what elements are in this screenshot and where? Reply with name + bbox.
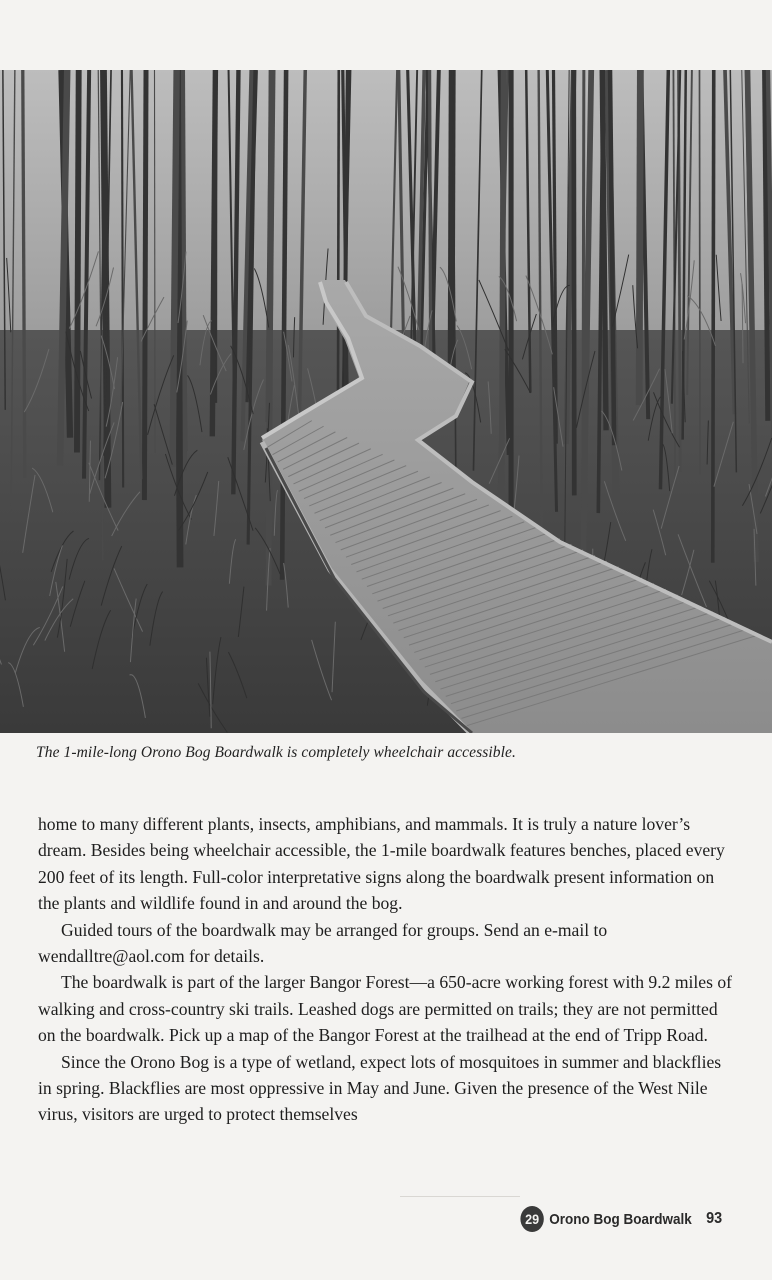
photo-caption: The 1-mile-long Orono Bog Boardwalk is completely wheelchair accessible. xyxy=(36,744,516,761)
forest-boardwalk-illustration xyxy=(0,70,772,733)
paragraph: The boardwalk is part of the larger Bangor Forest—a 650-acre working forest with 9.2 miles of walking and cross-country ski trails. Leashed dogs are permitted on trails; they are not permitted on the boardwalk. Pick up a map of the Bangor Forest at the trailhead at the end of Tripp Road. xyxy=(38,972,732,1046)
footer-divider xyxy=(400,1196,520,1197)
tree-trunk xyxy=(574,70,575,495)
tree-trunk xyxy=(212,70,215,436)
tree-trunk xyxy=(269,70,272,585)
tree-trunk xyxy=(122,70,123,487)
page-footer xyxy=(520,1206,722,1232)
paragraph: home to many different plants, insects, amphibians, and mammals. It is truly a nature lover’s dream. Besides being wheelchair accessible, the 1-mile boardwalk features benches, placed every 200 feet of its length. Full-color interpretative signs along the boardwalk present information on the plants and wildlife found in and around the bog. xyxy=(38,814,725,914)
chapter-title: Orono Bog Boardwalk xyxy=(549,1210,692,1228)
tree-trunk xyxy=(713,70,714,563)
tree-trunk xyxy=(154,70,155,453)
tree-trunk xyxy=(77,70,79,452)
tree-trunk xyxy=(699,70,700,474)
tree-trunk xyxy=(144,70,146,500)
page-number: 93 xyxy=(705,1210,722,1227)
paragraph: Guided tours of the boardwalk may be arranged for groups. Send an e-mail to wendalltre@aol.com for details. xyxy=(38,919,608,967)
brush-twig xyxy=(343,332,344,391)
boardwalk-photo xyxy=(0,70,772,733)
body-text xyxy=(38,811,738,1128)
tree-trunk xyxy=(173,70,177,467)
tree-trunk xyxy=(639,70,640,405)
paragraph: Since the Orono Bog is a type of wetland, expect lots of mosquitoes in summer and blackflies in spring. Blackflies are most oppressive in May and June. Given the presence of the West Nile virus, visitors are urged to protect themselves xyxy=(38,1051,722,1125)
tree-trunk xyxy=(23,70,25,478)
chapter-number-badge: 29 xyxy=(520,1206,543,1232)
tree-trunk xyxy=(501,70,503,540)
